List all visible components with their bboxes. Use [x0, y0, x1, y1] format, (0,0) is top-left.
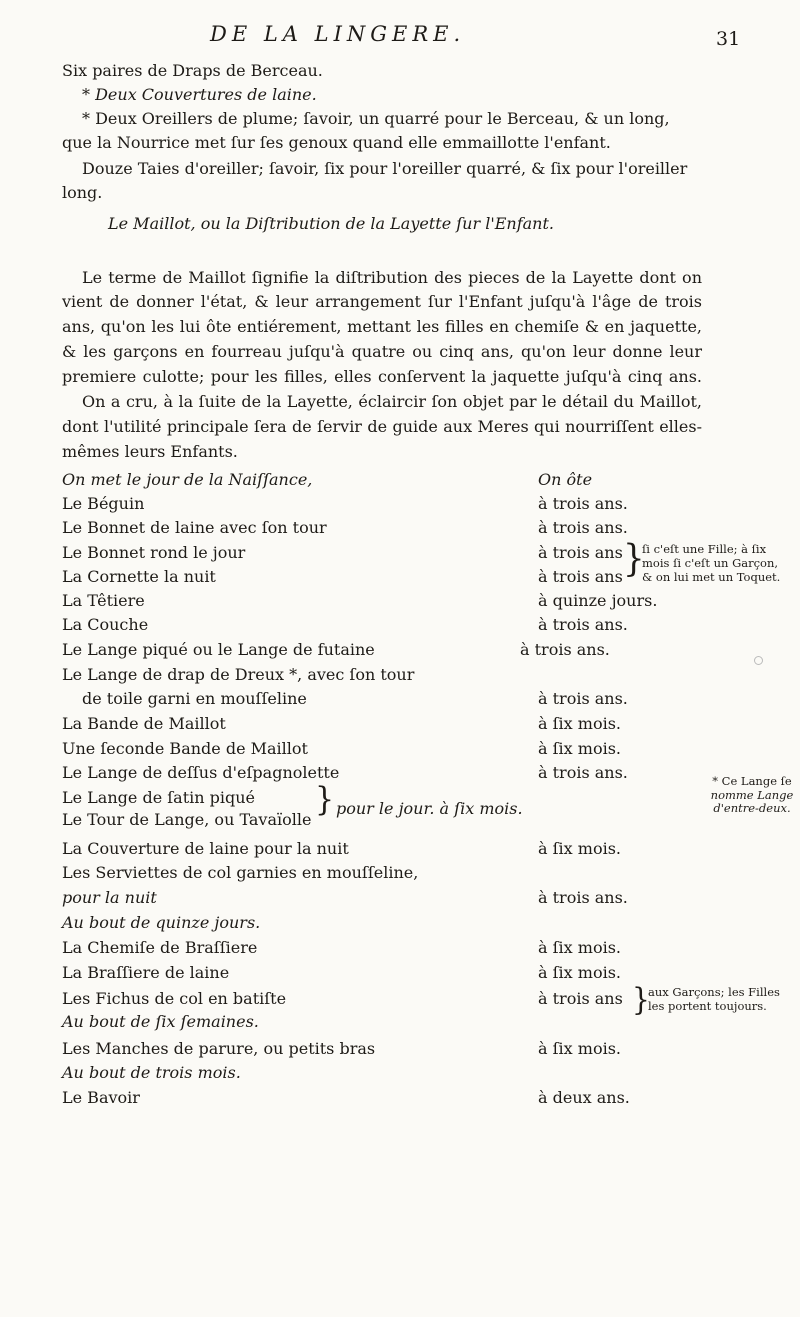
paragraph-line: mêmes leurs Enfants. — [62, 442, 238, 461]
item-time: à trois ans. — [520, 640, 610, 659]
margin-note-line: & on lui met un Toquet. — [642, 570, 781, 584]
paragraph-line: ans, qu'on les lui ôte entiérement, mettant les filles en chemiſe & en jaquette, — [62, 317, 702, 336]
item-name: Le Lange de ſatin piqué — [62, 788, 256, 807]
intro-line: Six paires de Draps de Berceau. — [62, 61, 323, 80]
item-name: Le Lange de drap de Dreux *, avec ſon tour — [62, 665, 415, 684]
item-time: à ſix mois. — [538, 963, 621, 982]
item-name: Une ſeconde Bande de Maillot — [62, 739, 308, 758]
item-time: pour le jour. à ſix mois. — [336, 799, 523, 818]
item-name: La Couverture de laine pour la nuit — [62, 839, 349, 858]
paragraph-line: vient de donner l'état, & leur arrangement ſur l'Enfant juſqu'à l'âge de trois — [62, 292, 702, 311]
item-time: à ſix mois. — [538, 1039, 621, 1058]
item-name: de toile garni en mouſſeline — [82, 689, 307, 708]
paragraph-line: Le terme de Maillot ſignifie la diſtribution des pieces de la Layette dont on — [82, 268, 702, 287]
brace: } — [623, 537, 645, 581]
item-name: Le Bonnet rond le jour — [62, 543, 246, 562]
paragraph-line: premiere culotte; pour les filles, elles conſervent la jaquette juſqu'à cinq ans. — [62, 367, 702, 386]
margin-note-line: mois ſi c'eſt un Garçon, — [642, 556, 779, 570]
item-name: pour la nuit — [62, 888, 157, 907]
item-time: à trois ans — [538, 567, 623, 586]
item-time: à trois ans — [538, 989, 623, 1008]
paragraph-line: On a cru, à la ſuite de la Layette, éclaircir ſon objet par le détail du Maillot, — [82, 392, 702, 411]
intro-line: * Deux Couvertures de laine. — [82, 85, 317, 104]
brace: } — [315, 780, 335, 819]
side-note-line: d'entre-deux. — [713, 801, 791, 815]
item-time: à trois ans — [538, 543, 623, 562]
stain-mark — [754, 656, 763, 665]
item-name: La Chemiſe de Braſſiere — [62, 938, 258, 957]
intro-line: * Deux Oreillers de plume; ſavoir, un quarré pour le Berceau, & un long, — [82, 109, 670, 128]
item-name: Le Bonnet de laine avec ſon tour — [62, 518, 327, 537]
item-name: La Cornette la nuit — [62, 567, 216, 586]
item-name: Le Tour de Lange, ou Tavaïolle — [62, 810, 312, 829]
item-time: à trois ans. — [538, 763, 628, 782]
item-name: Le Bavoir — [62, 1088, 140, 1107]
item-time: à ſix mois. — [538, 739, 621, 758]
side-note-line: nomme Lange — [710, 787, 794, 802]
item-name: Le Béguin — [62, 494, 145, 513]
intro-line: long. — [62, 183, 103, 202]
item-name: Le Lange de deſſus d'eſpagnolette — [62, 763, 340, 782]
margin-note-line: aux Garçons; les Filles — [648, 985, 780, 999]
margin-note-line: ſi c'eſt une Fille; à ſix — [642, 542, 767, 556]
item-name: La Bande de Maillot — [62, 714, 226, 733]
list-header-right: On ôte — [538, 470, 593, 489]
running-header: DE LA LINGERE. — [210, 22, 466, 46]
item-time: à ſix mois. — [538, 714, 621, 733]
intro-line: Douze Taies d'oreiller; ſavoir, ſix pour l'oreiller quarré, & ſix pour l'oreiller — [82, 159, 688, 178]
item-name: La Couche — [62, 615, 149, 634]
subheading: Au bout de trois mois. — [62, 1063, 241, 1082]
item-time: à ſix mois. — [538, 839, 621, 858]
list-header-left: On met le jour de la Naiſſance, — [62, 470, 313, 489]
item-time: à trois ans. — [538, 494, 628, 513]
item-name: Les Fichus de col en batiſte — [62, 989, 287, 1008]
item-time: à quinze jours. — [538, 591, 658, 610]
intro-line: que la Nourrice met ſur ſes genoux quand elle emmaillotte l'enfant. — [62, 133, 611, 152]
side-note — [708, 775, 796, 816]
paragraph-line: & les garçons en fourreau juſqu'à quatre ou cinq ans, qu'on leur donne leur — [62, 342, 702, 361]
item-name: Les Manches de parure, ou petits bras — [62, 1039, 376, 1058]
item-time: à ſix mois. — [538, 938, 621, 957]
subheading: Au bout de quinze jours. — [62, 913, 261, 932]
item-name: Le Lange piqué ou le Lange de futaine — [62, 640, 375, 659]
item-name: La Têtiere — [62, 591, 145, 610]
brace: } — [632, 981, 650, 1018]
item-name: La Braſſiere de laine — [62, 963, 230, 982]
item-time: à trois ans. — [538, 689, 628, 708]
margin-note-line: les portent toujours. — [648, 999, 767, 1013]
item-name: Les Serviettes de col garnies en mouſſeline, — [62, 863, 419, 882]
item-time: à trois ans. — [538, 888, 628, 907]
page-number: 31 — [716, 28, 741, 50]
item-time: à trois ans. — [538, 615, 628, 634]
side-note-line: * Ce Lange ſe — [712, 774, 792, 788]
paragraph-line: dont l'utilité principale ſera de ſervir de guide aux Meres qui nourriſſent elles- — [62, 417, 702, 436]
subheading: Au bout de ſix ſemaines. — [62, 1012, 259, 1031]
item-time: à trois ans. — [538, 518, 628, 537]
section-title: Le Maillot, ou la Diſtribution de la Layette ſur l'Enfant. — [108, 214, 554, 233]
item-time: à deux ans. — [538, 1088, 630, 1107]
